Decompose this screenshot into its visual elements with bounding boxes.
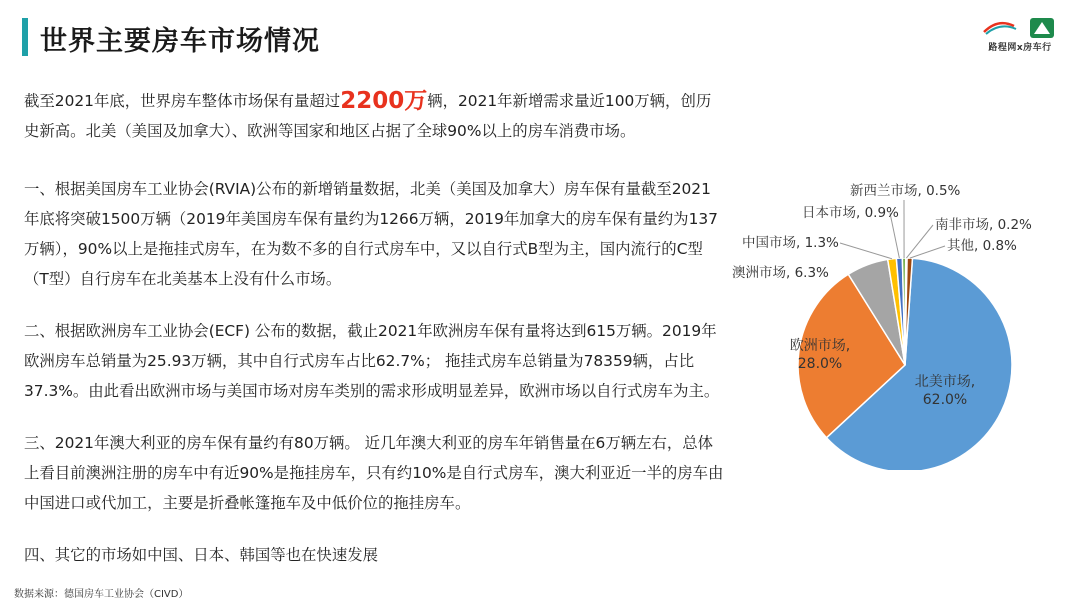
slice-label-5: 新西兰市场, 0.5% bbox=[850, 183, 961, 199]
data-source: 数据来源：德国房车工业协会（CIVD） bbox=[14, 589, 189, 600]
page-title: 世界主要房车市场情况 bbox=[40, 26, 320, 57]
slice-value-0: 62.0% bbox=[922, 392, 968, 408]
intro-text-pre: 截至2021年底，世界房车整体市场保有量超过 bbox=[24, 92, 341, 110]
slice-label-2: 澳洲市场, 6.3% bbox=[732, 265, 829, 281]
market-share-pie-chart bbox=[730, 170, 1060, 470]
leader-line-6 bbox=[906, 225, 933, 258]
slice-label-7: 其他, 0.8% bbox=[947, 238, 1017, 254]
intro-paragraph bbox=[24, 86, 724, 146]
leader-line-3 bbox=[840, 243, 892, 259]
other-markets-paragraph: 四、其它的市场如中国、日本、韩国等也在快速发展 bbox=[24, 546, 378, 564]
north-america-paragraph: 一、根据美国房车工业协会(RVIA)公布的新增销量数据，北美（美国及加拿大）房车保有量截至2021年底将突破1500万辆（2019年美国房车保有量约为1266万辆，2019年加拿大的房车保有量约为137万辆），90%以上是拖挂式房车，在为数不多的自行式房车中，又以自行式B型为主，国内流行的C型（T型）自行房车在北美基本上没有什么市场。 bbox=[24, 180, 718, 288]
australia-paragraph: 三、2021年澳大利亚的房车保有量约有80万辆。 近几年澳大利亚的房车年销售量在6万辆左右，总体上看目前澳洲注册的房车中有近90%是拖挂房车，只有约10%是自行式房车，澳大利亚近一半的房车由中国进口或代加工，主要是折叠帐篷拖车及中低价位的拖挂房车。 bbox=[24, 434, 724, 512]
title-accent-bar bbox=[22, 18, 28, 56]
slice-value-1: 28.0% bbox=[797, 356, 843, 372]
intro-text-post: 辆，2021年新增需求量近100万辆，创历史新高。北美（美国及加拿大）、欧洲等国家和地区占据了全球90%以上的房车消费市场。 bbox=[24, 92, 712, 140]
logo-caption: 路程网x房车行 bbox=[988, 43, 1052, 53]
slice-label-4: 日本市场, 0.9% bbox=[802, 205, 899, 221]
europe-paragraph: 二、根据欧洲房车工业协会(ECF) 公布的数据，截止2021年欧洲房车保有量将达到615万辆。2019年欧洲房车总销量为25.93万辆，其中自行式房车占比62.7%； 拖挂式房车总销量为78359辆，占比37.3%。由此看出欧洲市场与美国市场对房车类别的需求形成明显差异，欧洲市场以自行式房车为主。 bbox=[24, 322, 720, 400]
slice-label-3: 中国市场, 1.3% bbox=[742, 235, 839, 251]
slice-label-0: 北美市场, bbox=[914, 374, 976, 390]
brand-logo bbox=[980, 14, 1060, 54]
slice-label-1: 欧洲市场, bbox=[789, 338, 851, 354]
logo-icon bbox=[980, 14, 1060, 42]
total-highlight: 2200万 bbox=[340, 88, 428, 114]
slice-label-6: 南非市场, 0.2% bbox=[935, 217, 1032, 233]
